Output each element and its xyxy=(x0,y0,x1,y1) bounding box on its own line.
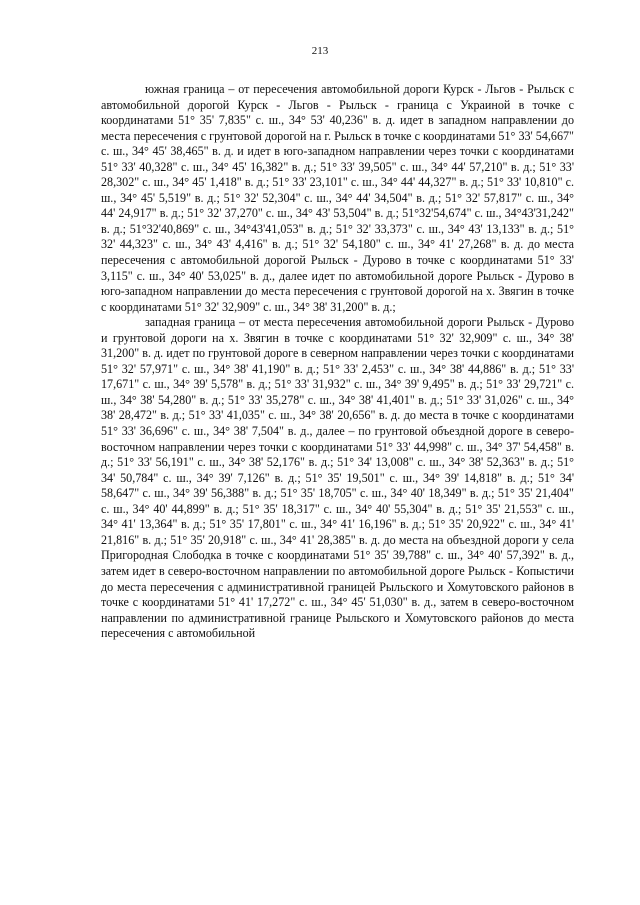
document-body xyxy=(101,82,574,642)
page-number: 213 xyxy=(311,45,329,57)
paragraph-southern-border: южная граница – от пересечения автомобильной дороги Курск - Льгов - Рыльск с автомобильной дорогой Курск - Льгов - Рыльск - граница с Украиной в точке с координатами 51° 35' 7,835" с. ш., 34° 53' 40,236" в. д. идет в западном направлении до места пересечения с грунтовой дорогой на г. Рыльск в точке с координатами 51° 33' 54,667" с. ш., 34° 45' 38,465" в. д. и идет в юго-западном направлении через точки с координатами 51° 33' 40,328" с. ш., 34° 45' 16,382" в. д.; 51° 33' 39,505" с. ш., 34° 44' 57,210" в. д.; 51° 33' 28,302" с. ш., 34° 45' 1,418" в. д.; 51° 33' 23,101" с. ш., 34° 44' 44,327" в. д.; 51° 33' 10,810" с. ш., 34° 45' 5,519" в. д.; 51° 32' 52,304" с. ш., 34° 44' 34,504" в. д.; 51° 32' 57,817" с. ш., 34° 44' 24,917" в. д.; 51° 32' 37,270" с. ш., 34° 43' 53,504" в. д.; 51°32'54,674" с. ш., 34°43'31,242" в. д.; 51°32'40,869" с. ш., 34°43'41,053" в. д.; 51° 32' 33,373" с. ш., 34° 43' 13,133" в. д.; 51° 32' 44,323" с. ш., 34° 43' 4,416" в. д.; 51° 32' 54,180" с. ш., 34° 41' 27,268" в. д. до места пересечения с автомобильной дорогой Рыльск - Дурово в точке с координатами 51° 33' 3,115" с. ш., 34° 40' 53,025" в. д., далее идет по автомобильной дороге Рыльск - Дурово в юго-западном направлении до места пересечения с грунтовой дорогой на х. Звягин в точке с координатами 51° 32' 32,909" с. ш., 34° 38' 31,200" в. д.; xyxy=(101,82,574,314)
paragraph-western-border: западная граница – от места пересечения автомобильной дороги Рыльск - Дурово и грунтовой дороги на х. Звягин в точке с координатами 51° 32' 32,909" с. ш., 34° 38' 31,200" в. д. идет по грунтовой дороге в северном направлении через точки с координатами 51° 32' 57,971" с. ш., 34° 38' 41,190" в. д.; 51° 33' 2,453" с. ш., 34° 38' 44,886" в. д.; 51° 33' 17,671" с. ш., 34° 39' 5,578" в. д.; 51° 33' 31,932" с. ш., 34° 39' 9,495" в. д.; 51° 33' 29,721" с. ш., 34° 38' 54,280" в. д.; 51° 33' 35,278" с. ш., 34° 38' 41,401" в. д.; 51° 33' 31,026" с. ш., 34° 38' 28,472" в. д.; 51° 33' 41,035" с. ш., 34° 38' 20,656" в. д. до места в точке с координатами 51° 33' 36,696" с. ш., 34° 38' 7,504" в. д., далее – по грунтовой объездной дороге в северо-восточном направлении через точки с координатами 51° 33' 44,998" с. ш., 34° 37' 54,458" в. д.; 51° 33' 56,191" с. ш., 34° 38' 52,176" в. д.; 51° 34' 13,008" с. ш., 34° 38' 52,363" в. д.; 51° 34' 50,784" с. ш., 34° 39' 7,126" в. д.; 51° 35' 19,501" с. ш., 34° 39' 14,818" в. д.; 51° 34' 58,647" с. ш., 34° 39' 56,388" в. д.; 51° 35' 18,705" с. ш., 34° 40' 18,349" в. д.; 51° 35' 21,404" с. ш., 34° 40' 44,899" в. д.; 51° 35' 18,317" с. ш., 34° 40' 55,304" в. д.; 51° 35' 21,553" с. ш., 34° 41' 13,364" в. д.; 51° 35' 17,801" с. ш., 34° 41' 16,196" в. д.; 51° 35' 20,922" с. ш., 34° 41' 21,816" в. д.; 51° 35' 20,918" с. ш., 34° 41' 28,385" в. д. до места на объездной дороги у села Пригородная Слободка в точке с координатами 51° 35' 39,788" с. ш., 34° 40' 57,392" в. д., затем идет в северо-восточном направлении по автомобильной дороге Рыльск - Копыстичи до места пересечения с административной границей Рыльского и Хомутовского районов в точке с координатами 51° 41' 17,272" с. ш., 34° 45' 51,030" в. д., затем в северо-восточном направлении по административной границе Рыльского и Хомутовского районов до места пересечения с автомобильной xyxy=(101,315,574,641)
